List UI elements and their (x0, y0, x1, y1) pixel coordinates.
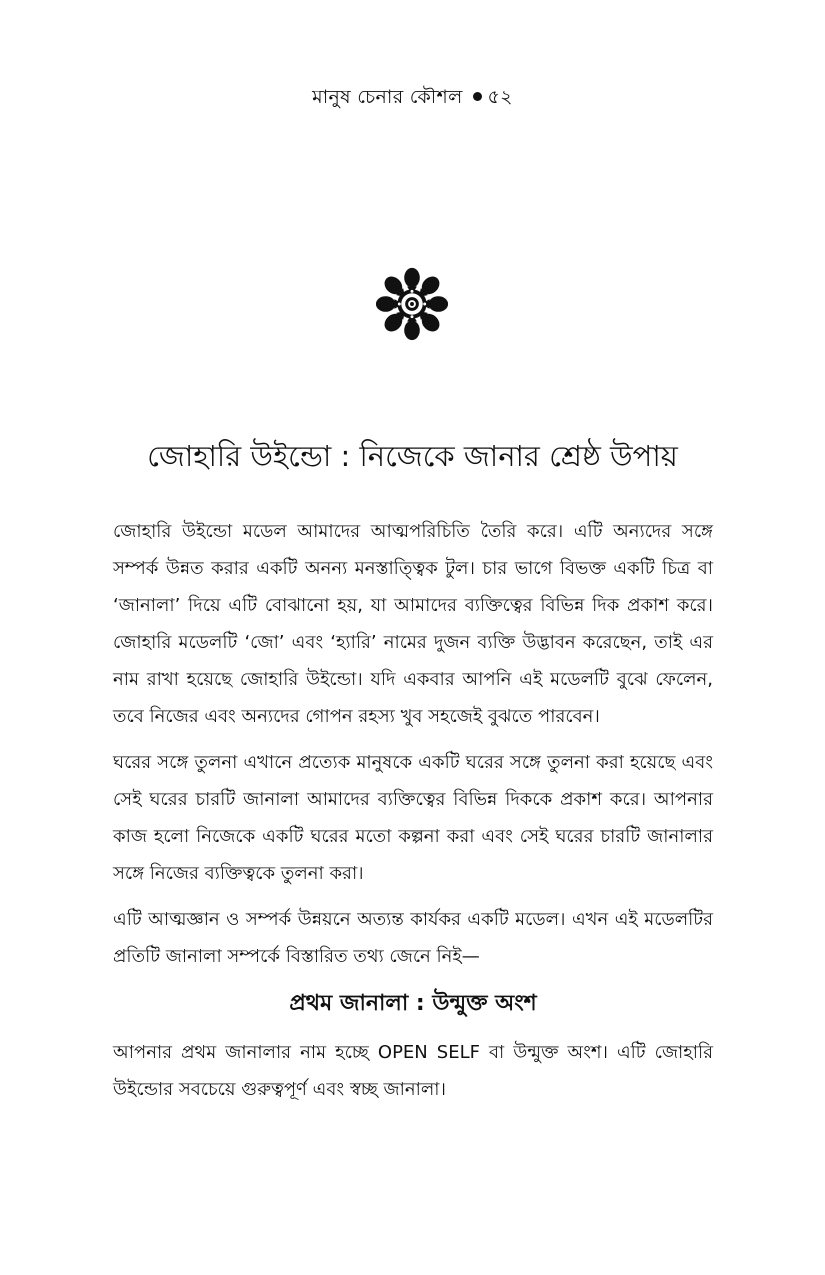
floral-ornament-icon (373, 265, 451, 343)
running-header (0, 83, 825, 115)
paragraph-model-summary: এটি আত্মজ্ঞান ও সম্পর্ক উন্নয়নে অত্যন্ত কার্যকর একটি মডেল। এখন এই মডেলটির প্রতিটি জানালা সম্পর্কে বিস্তারিত তথ্য জেনে নিই— (113, 909, 713, 967)
book-title: মানুষ চেনার কৌশল (312, 86, 463, 108)
page-number: ৫২ (487, 86, 513, 108)
paragraph-intro: জোহারি উইন্ডো মডেল আমাদের আত্মপরিচিতি তৈরি করে। এটি অন্যদের সঙ্গে সম্পর্ক উন্নত করার একটি অনন্য মনস্তাত্ত্বিক টুল। চার ভাগে বিভক্ত একটি চিত্র বা ‘জানালা’ দিয়ে এটি বোঝানো হয়, যা আমাদের ব্যক্তিত্বের বিভিন্ন দিক প্রকাশ করে। জোহারি মডেলটি ‘জো’ এবং ‘হ্যারি’ নামের দুজন ব্যক্তি উদ্ভাবন করেছেন, তাই এর নাম রাখা হয়েছে জোহারি উইন্ডো। যদি একবার আপনি এই মডেলটি বুঝে ফেলেন, তবে নিজের এবং অন্যদের গোপন রহস্য খুব সহজেই বুঝতে পারবেন। (113, 521, 713, 727)
paragraph-open-self: আপনার প্রথম জানালার নাম হচ্ছে OPEN SELF বা উন্মুক্ত অংশ। এটি জোহারি উইন্ডোর সবচেয়ে গুরুত্বপূর্ণ এবং স্বচ্ছ জানালা। (113, 1042, 713, 1100)
chapter-title: জোহারি উইন্ডো : নিজেকে জানার শ্রেষ্ঠ উপায় (147, 439, 678, 474)
body-text (113, 513, 713, 1117)
paragraph-room-comparison: ঘরের সঙ্গে তুলনা এখানে প্রত্যেক মানুষকে একটি ঘরের সঙ্গে তুলনা করা হয়েছে এবং সেই ঘরের চারটি জানালা আমাদের ব্যক্তিত্বের বিভিন্ন দিককে প্রকাশ করে। আপনার কাজ হলো নিজেকে একটি ঘরের মতো কল্পনা করা এবং সেই ঘরের চারটি জানালার সঙ্গে নিজের ব্যক্তিত্বকে তুলনা করা। (113, 752, 713, 884)
section-heading: প্রথম জানালা : উন্মুক্ত অংশ (289, 991, 537, 1016)
bullet-dot-icon (473, 92, 482, 101)
